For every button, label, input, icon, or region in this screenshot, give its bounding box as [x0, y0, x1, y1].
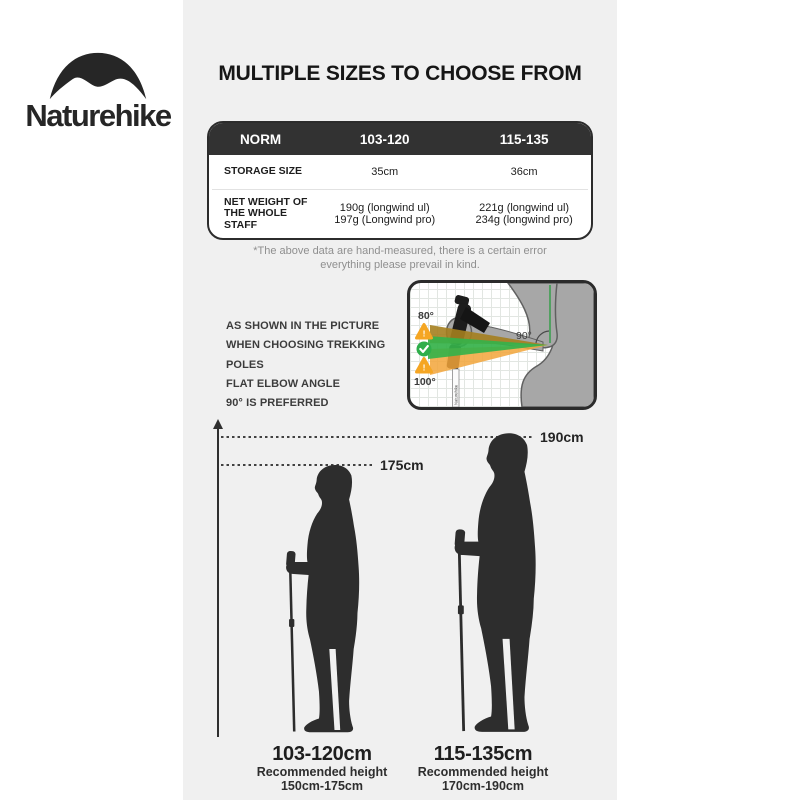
angle-diagram-graphic: [410, 283, 594, 407]
caption-size-115-135: [388, 744, 578, 793]
disclaimer-line1: *The above data are hand-measured, there is a certain error: [253, 245, 547, 257]
warning-mark-bottom: !: [422, 362, 426, 373]
table-header-norm: NORM: [239, 131, 282, 147]
angle-label-100: 100°: [414, 376, 436, 388]
table-row-storage-size: [209, 155, 591, 189]
caption-pole-size-right: 115-135cm: [433, 743, 533, 765]
table-header-row: [209, 123, 591, 155]
instruction-line-3: FLAT ELBOW ANGLE: [226, 377, 341, 390]
mountain-icon: [46, 50, 150, 102]
instruction-line-1: AS SHOWN IN THE PICTURE: [226, 320, 380, 332]
disclaimer: [183, 245, 617, 272]
caption-height-range-right: 170cm-190cm: [441, 779, 524, 793]
table-row-net-weight: [209, 190, 591, 238]
elbow-angle-diagram: [407, 280, 597, 410]
net-weight-103: 190g (longwind ul) 197g (Longwind pro): [334, 201, 436, 226]
pole-clamp-short: [289, 619, 294, 627]
caption-height-range-left: 150cm-175cm: [280, 779, 363, 793]
net-weight-115: 221g (longwind ul) 234g (longwind pro): [475, 201, 573, 226]
trekking-pole-short: [290, 567, 294, 732]
storage-size-115: 36cm: [510, 165, 538, 178]
caption-pole-size-left: 103-120cm: [272, 743, 372, 765]
instruction-line-2: WHEN CHOOSING TREKKING POLES: [226, 339, 386, 371]
pole-brand-text: Naturehike: [453, 384, 459, 405]
caption-rec-label-left: Recommended height: [256, 765, 388, 779]
caption-rec-label-right: Recommended height: [417, 765, 549, 779]
person-silhouette-tall: [449, 431, 551, 735]
net-weight-label: NET WEIGHT OF THE WHOLE STAFF: [224, 195, 308, 231]
storage-size-103: 35cm: [371, 165, 399, 178]
instructions: [226, 317, 411, 413]
height-axis: [217, 428, 219, 737]
height-label-175: 175cm: [380, 457, 424, 473]
storage-size-label: STORAGE SIZE: [224, 165, 302, 178]
brand-name: Naturehike: [25, 98, 171, 133]
disclaimer-line2: everything please prevail in kind.: [320, 258, 480, 271]
size-table: [207, 121, 593, 240]
brand-logo: [12, 50, 184, 134]
page-title: MULTIPLE SIZES TO CHOOSE FROM: [218, 62, 582, 85]
body-silhouette-tall: [455, 433, 536, 732]
pole-clamp-tall: [458, 605, 464, 614]
instruction-line-4: 90° IS PREFERRED: [226, 397, 329, 410]
warning-mark-top: !: [422, 328, 426, 339]
table-header-103-120: 103-120: [359, 131, 410, 147]
body-silhouette-short: [286, 465, 359, 732]
angle-label-90: 90°: [516, 330, 532, 342]
trekking-pole-tall: [459, 547, 463, 731]
height-label-190: 190cm: [540, 429, 584, 445]
table-header-115-135: 115-135: [499, 131, 549, 147]
angle-label-80: 80°: [418, 310, 434, 322]
person-silhouette-short: [281, 463, 373, 735]
